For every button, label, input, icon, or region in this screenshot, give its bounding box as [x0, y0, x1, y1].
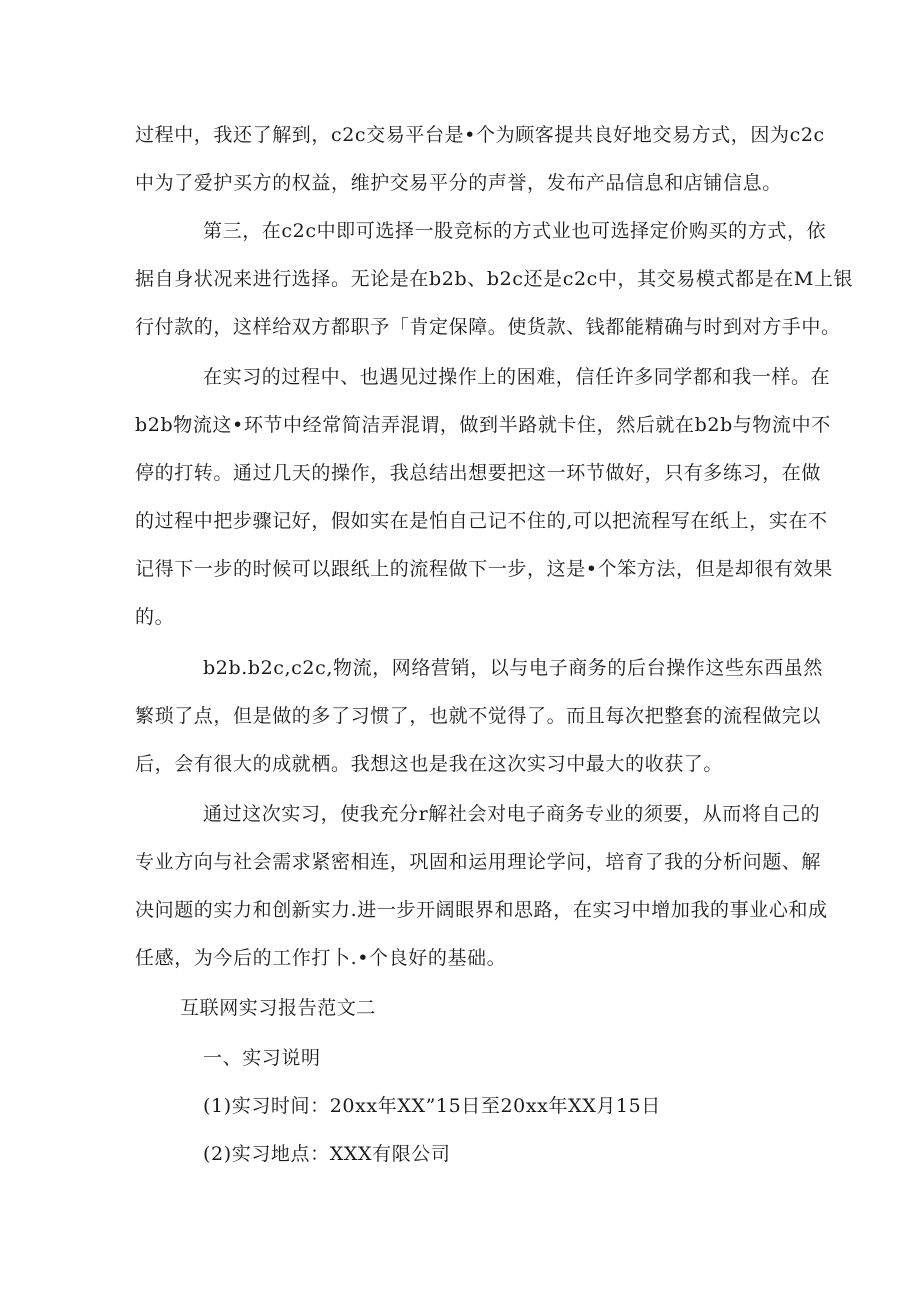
list-item-location: (2)实习地点：XXX有限公司 — [203, 1143, 451, 1165]
paragraph-line: 专业方向与社会需求紧密相连，巩固和运用理论学问，培育了我的分析问题、解 — [135, 851, 822, 873]
paragraph-line: 据自身状况来进行选择。无论是在b2b、b2c还是c2c中，其交易模式都是在M上银 — [135, 268, 854, 290]
section-heading: 互联网实习报告范文二 — [180, 997, 377, 1019]
paragraph-line: 后，会有很大的成就栖。我想这也是我在这次实习中最大的收获了。 — [135, 753, 724, 775]
paragraph-line: b2b.b2c,c2c,物流，网络营销，以与电子商务的后台操作这些东西虽然 — [203, 657, 823, 679]
subsection-heading: 一、实习说明 — [203, 1047, 321, 1069]
paragraph-line: 过程中，我还了解到，c2c交易平台是•个为顾客提共良好地交易方式，因为c2c — [135, 124, 825, 146]
paragraph-line: 的。 — [135, 606, 175, 628]
paragraph-line: 记得下一步的时候可以跟纸上的流程做下一步，这是•个笨方法，但是却很有效果 — [135, 558, 833, 580]
paragraph-line: 中为了爱护买方的权益，维护交易平分的声誉，发布产品信息和店铺信息。 — [135, 172, 782, 194]
paragraph-line: 第三，在c2c中即可选择一股竞标的方式业也可选择定价购买的方式，依 — [203, 220, 827, 242]
paragraph-line: 行付款的，这样给双方都职予「肯定保障。使货款、钱都能精确与时到对方手中。 — [135, 316, 841, 338]
paragraph-line: 的过程中把步骤记好，假如实在是怕自己记不住的,可以把流程写在纸上，实在不 — [135, 510, 828, 532]
paragraph-line: b2b物流这•环节中经常简洁弄混谓，做到半路就卡住，然后就在b2b与物流中不 — [135, 414, 831, 436]
paragraph-line: 任感，为今后的工作打卜.•个良好的基础。 — [135, 947, 507, 969]
paragraph-line: 在实习的过程中、也遇见过操作上的困难，信任许多同学都和我一样。在 — [203, 366, 831, 388]
list-item-time: (1)实习时间：20xx年XX”15日至20xx年XX月15日 — [203, 1095, 661, 1117]
paragraph-line: 停的打转。通过几天的操作，我总结出想要把这一环节做好，只有多练习，在做 — [135, 462, 822, 484]
paragraph-line: 决问题的实力和创新实力.进一步开阔眼界和思路，在实习中增加我的事业心和成 — [135, 899, 828, 921]
paragraph-line: 通过这次实习，使我充分r解社会对电子商务专业的须要，从而将自己的 — [203, 803, 821, 825]
paragraph-line: 繁琐了点，但是做的多了习惯了，也就不觉得了。而且每次把整套的流程做完以 — [135, 705, 822, 727]
